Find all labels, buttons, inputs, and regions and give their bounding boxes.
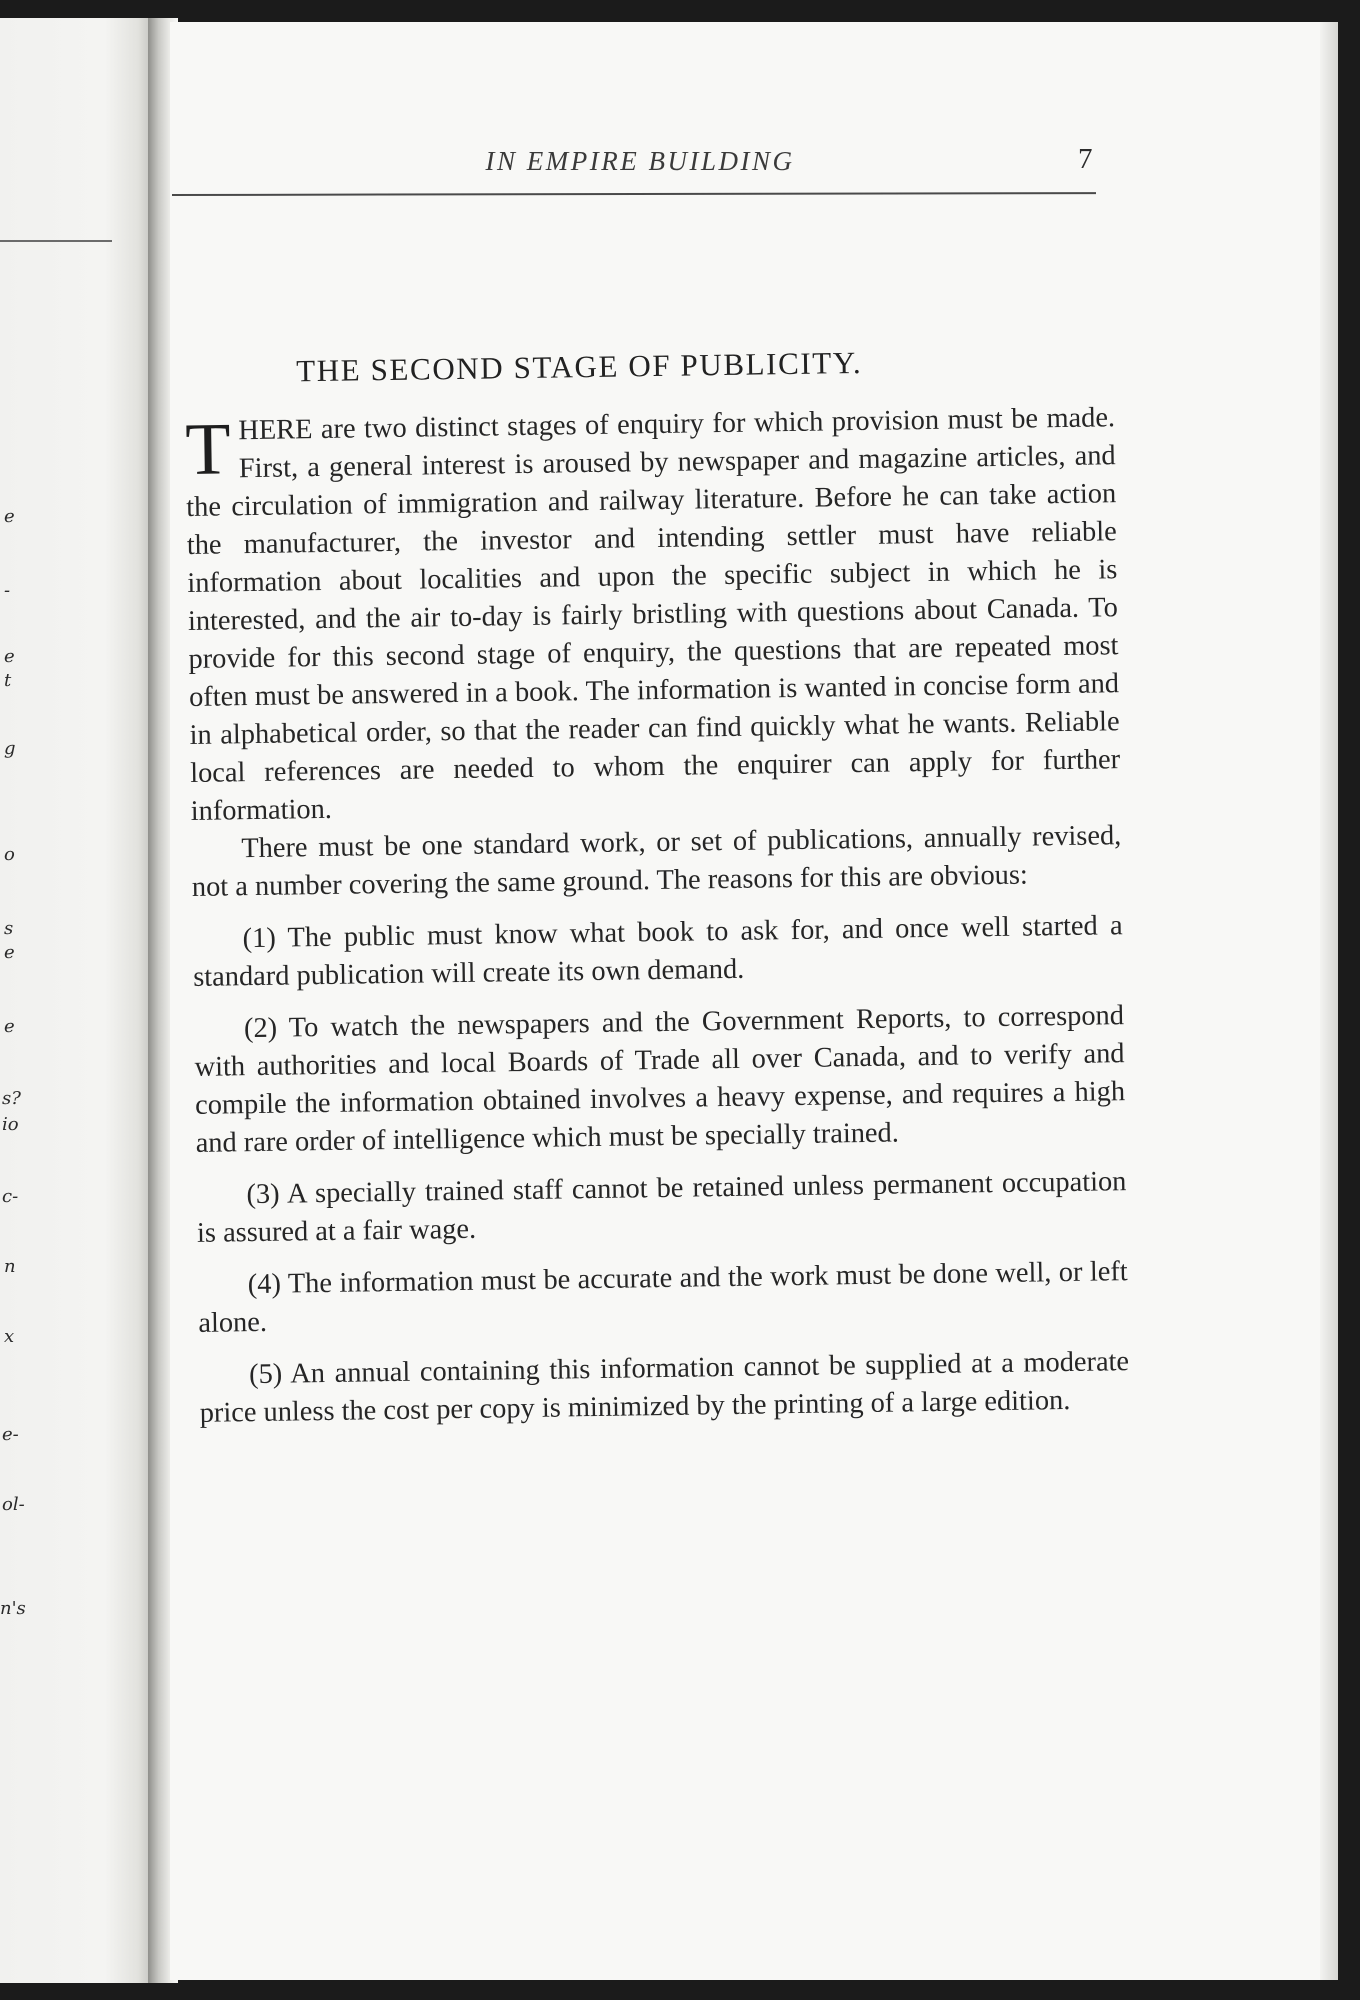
- numbered-paragraph: (3) A specially trained staff cannot be retained unless permanent occupation is assured at a fair wage.: [196, 1166, 1127, 1249]
- left-fragment: e: [4, 942, 15, 963]
- left-fragment: e: [4, 1016, 15, 1037]
- left-fragment: -: [4, 580, 11, 601]
- left-fragment: e-: [2, 1424, 19, 1445]
- page-body: [184, 341, 1130, 1433]
- left-page-rule: [0, 240, 112, 242]
- left-fragment: s?: [2, 1088, 21, 1109]
- left-fragment: ol-: [2, 1494, 25, 1515]
- page-edge: [1320, 22, 1338, 1980]
- left-fragment: s: [4, 918, 14, 939]
- left-fragment: n: [4, 1256, 16, 1277]
- left-page: [0, 18, 150, 1983]
- left-fragment: n's: [0, 1598, 26, 1619]
- numbered-paragraph: (4) The information must be accurate and the work must be done well, or left alone.: [198, 1256, 1128, 1339]
- paragraph: [185, 399, 1121, 831]
- left-fragment: io: [2, 1114, 19, 1135]
- left-fragment: c-: [2, 1186, 19, 1207]
- running-head: IN EMPIRE BUILDING: [485, 146, 795, 176]
- left-fragment: e: [4, 506, 15, 527]
- left-fragment: e: [4, 646, 15, 667]
- section-title: THE SECOND STAGE OF PUBLICITY.: [295, 344, 863, 389]
- left-fragment: g: [4, 738, 16, 759]
- paragraph: There must be one standard work, or set of publications, annually revised, not a number covering the same ground. The reasons for this are obvious:: [191, 820, 1122, 903]
- left-fragment: o: [4, 844, 15, 865]
- numbered-paragraph: (2) To watch the newspapers and the Government Reports, to correspond with authorities and local Boards of Trade all over Canada, and to verify and compile the information obtained involves a heavy expense, and requires a high and rare order of intelligence which must be specially trained.: [194, 1000, 1126, 1159]
- left-fragment: x: [4, 1326, 15, 1347]
- paragraph-text: HERE are two distinct stages of enquiry for which provision must be made. First, a general interest is aroused by newspaper and magazine articles, and the circulation of immigration and railway literature. Before he can take action the manufacturer, the investor and intending settler must have reliable information about localities and upon the specific subject in which he is interested, and the air to-day is fairly bristling with questions about Canada. To provide for this second stage of enquiry, the questions that are repeated most often must be answered in a book. The information is wanted in concise form and in alphabetical order, so that the reader can find quickly what he wants. Reliable local references are needed to whom the enquirer can apply for further information.: [186, 402, 1121, 827]
- page-number: 7: [1078, 143, 1093, 175]
- numbered-paragraph: (5) An annual containing this information cannot be supplied at a moderate price unless the cost per copy is minimized by the printing of a large edition.: [199, 1346, 1130, 1429]
- numbered-paragraph: (1) The public must know what book to ask for, and once well started a standard publication will create its own demand.: [193, 910, 1123, 993]
- left-fragment: t: [4, 670, 12, 691]
- drop-cap: T: [184, 408, 232, 491]
